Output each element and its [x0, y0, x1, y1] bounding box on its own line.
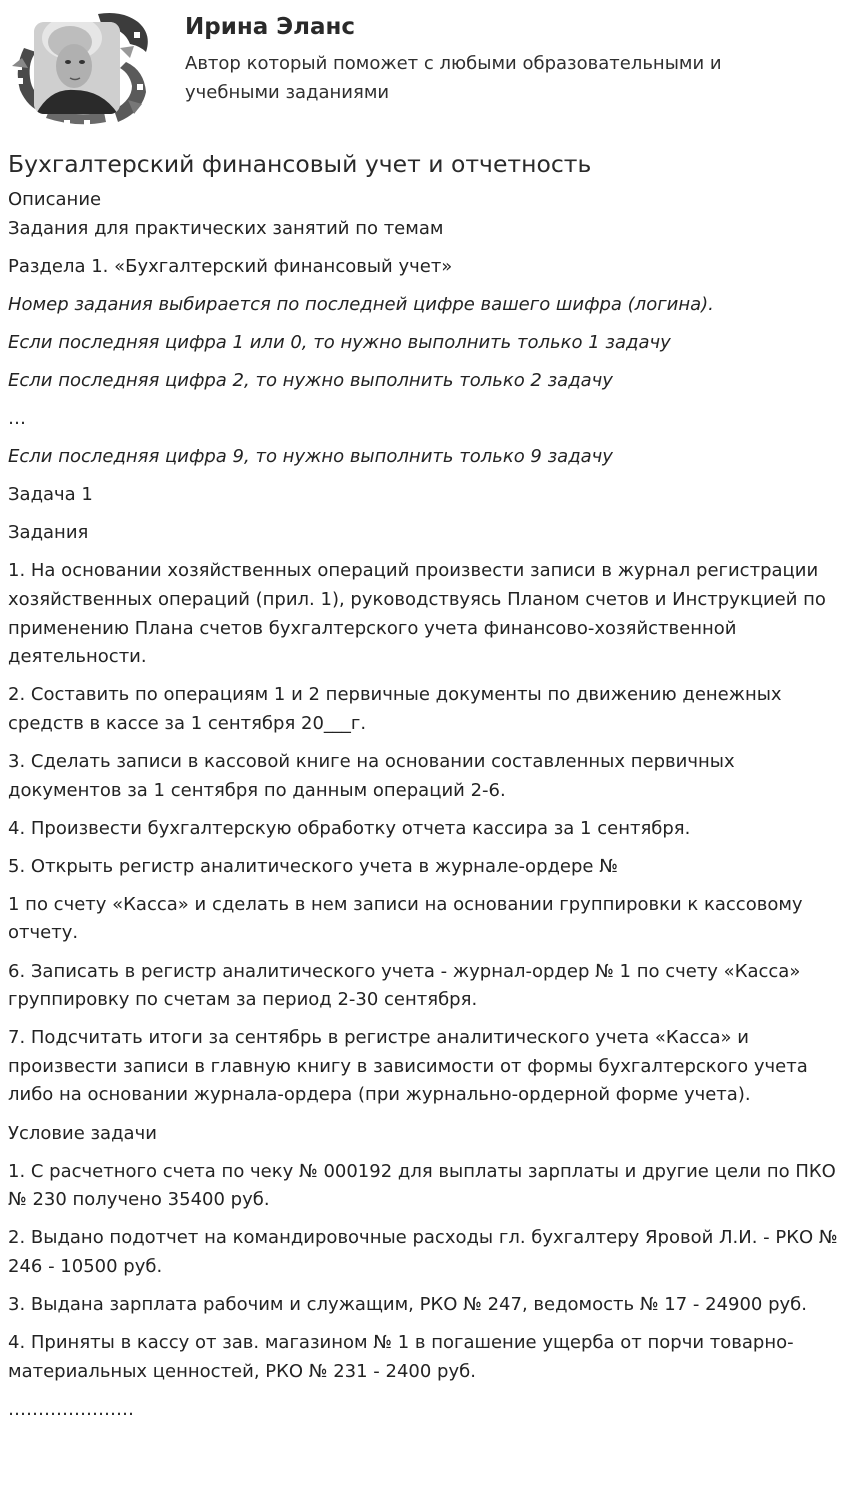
task-item: 3. Сделать записи в кассовой книге на основании составленных первичных документов за 1 сентября по данным операций 2-6.	[8, 751, 735, 801]
document-title: Бухгалтерский финансовый учет и отчетность	[8, 150, 592, 178]
task-item: 2. Составить по операциям 1 и 2 первичные документы по движению денежных средств в кассе за 1 сентября 20___г.	[8, 684, 782, 734]
condition-item: 1. С расчетного счета по чеку № 000192 для выплаты зарплаты и другие цели по ПКО № 230 получено 35400 руб.	[8, 1160, 836, 1211]
rule-item: Если последняя цифра 9, то нужно выполнить только 9 задачу	[8, 446, 613, 468]
rule-item: Если последняя цифра 1 или 0, то нужно выполнить только 1 задачу	[8, 331, 671, 353]
author-header	[0, 0, 847, 140]
rule-item: Если последняя цифра 2, то нужно выполнить только 2 задачу	[8, 369, 613, 391]
avatar-image	[6, 8, 152, 128]
task-item: 6. Записать в регистр аналитического учета - журнал-ордер № 1 по счету «Касса» группировку по счетам за период 2-30 сентября.	[8, 960, 801, 1011]
author-avatar[interactable]	[6, 8, 152, 128]
section-text: Раздела 1. «Бухгалтерский финансовый учет»	[8, 255, 453, 277]
condition-item: 2. Выдано подотчет на командировочные расходы гл. бухгалтеру Яровой Л.И. - РКО № 246 - 10500 руб.	[8, 1227, 838, 1277]
condition-item: 4. Приняты в кассу от зав. магазином № 1 в погашение ущерба от порчи товарно-материальных ценностей, РКО № 231 - 2400 руб.	[8, 1332, 794, 1382]
document-body	[8, 146, 840, 1434]
intro-text: Задания для практических занятий по темам	[8, 217, 444, 239]
description-label: Описание	[8, 189, 102, 210]
author-description: Автор который поможет с любыми образовательными и учебными заданиями	[185, 53, 722, 103]
rule-item: Номер задания выбирается по последней цифре вашего шифра (логина).	[8, 293, 714, 315]
task-item: 1. На основании хозяйственных операций произвести записи в журнал регистрации хозяйственных операций (прил. 1), руководствуясь Планом счетов и Инструкцией по применению Плана счетов бухгалтерского учета финансово-хозяйственной деятельности.	[8, 560, 826, 668]
rule-ellipsis: …	[8, 408, 26, 430]
task-item: 4. Произвести бухгалтерскую обработку отчета кассира за 1 сентября.	[8, 817, 691, 839]
task-heading: Задача 1	[8, 484, 93, 506]
condition-item: 3. Выдана зарплата рабочим и служащим, РКО № 247, ведомость № 17 - 24900 руб.	[8, 1294, 807, 1315]
task-item: 7. Подсчитать итоги за сентябрь в регистре аналитического учета «Касса» и произвести записи в главную книгу в зависимости от формы бухгалтерского учета либо на основании журнала-ордера (при журнально-ордерной форме учета).	[8, 1027, 808, 1106]
author-name[interactable]: Ирина Эланс	[185, 14, 356, 40]
task-item: 5. Открыть регистр аналитического учета в журнале-ордере №	[8, 855, 618, 877]
tasks-label: Задания	[8, 522, 89, 544]
trailing-ellipsis: …………………	[8, 1398, 134, 1420]
condition-label: Условие задачи	[8, 1122, 157, 1144]
portrait-photo	[34, 16, 120, 114]
task-item: 1 по счету «Касса» и сделать в нем записи на основании группировки к кассовому отчету.	[8, 893, 803, 944]
